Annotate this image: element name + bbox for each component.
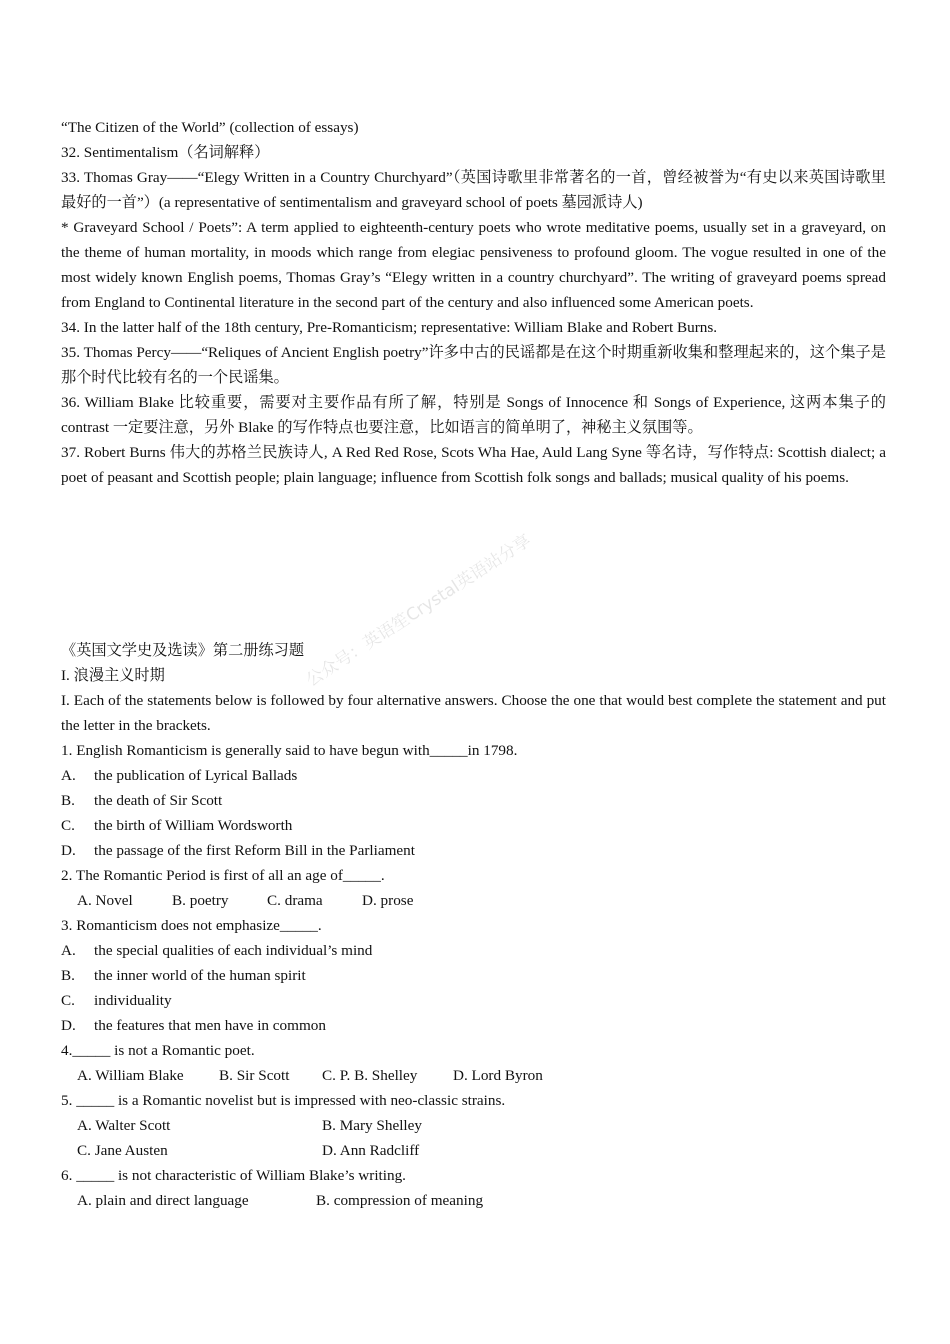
item-36: 36. William Blake 比较重要，需要对主要作品有所了解，特别是 Songs of Innocence 和 Songs of Experience, 这两本集子的 contrast 一定要注意，另外 Blake 的写作特点也要注意，比如语言的简单明了，神秘主义氛围等。 [61,394,886,436]
question-3: 3. Romanticism does not emphasize_____. [61,917,322,934]
q2-option-a: A. Novel [77,892,133,909]
q6-option-a: A. plain and direct language [77,1192,249,1209]
q1-option-a: A. the publication of Lyrical Ballads [61,767,298,784]
question-2: 2. The Romantic Period is first of all an age of_____. [61,867,385,884]
notes-block [61,115,886,490]
q2-option-d: D. prose [362,892,414,909]
question-5: 5. _____ is a Romantic novelist but is impressed with neo-classic strains. [61,1092,506,1109]
citizen-of-world-line: “The Citizen of the World” (collection of essays) [61,119,359,136]
exercise-block [61,638,886,1213]
q4-option-a: A. William Blake [77,1067,184,1084]
q2-options [61,888,886,913]
item-37: 37. Robert Burns 伟大的苏格兰民族诗人, A Red Red Rose, Scots Wha Hae, Auld Lang Syne 等名诗，写作特点: Scottish dialect; a poet of peasant and Scottish people; plain language; influence from Scottish folk songs and ballads; musical quality of his poems. [61,444,886,486]
q3-option-b: B. the inner world of the human spirit [61,967,306,984]
q4-option-c: C. P. B. Shelley [322,1067,418,1084]
q5-option-b: B. Mary Shelley [322,1117,422,1134]
watermark: 公众号：英语笙Crystal英语站分享 [302,530,535,691]
item-34: 34. In the latter half of the 18th century, Pre-Romanticism; representative: William Blake and Robert Burns. [61,319,718,336]
q5-option-a: A. Walter Scott [77,1117,171,1134]
q4-option-b: B. Sir Scott [219,1067,290,1084]
q4-option-d: D. Lord Byron [453,1067,543,1084]
question-1: 1. English Romanticism is generally said to have begun with_____in 1798. [61,742,518,759]
q6-option-b: B. compression of meaning [316,1192,484,1209]
q2-option-c: C. drama [267,892,323,909]
item-33: 33. Thomas Gray——“Elegy Written in a Country Churchyard”（英国诗歌里非常著名的一首，曾经被誉为“有史以来英国诗歌里最好的一首”）(a representative of sentimentalism and graveyard school of poets 墓园派诗人) [61,169,886,211]
q3-option-a: A. the special qualities of each individual’s mind [61,942,373,959]
question-4: 4._____ is not a Romantic poet. [61,1042,255,1059]
q1-option-b: B. the death of Sir Scott [61,792,223,809]
period-heading: I. 浪漫主义时期 [61,667,165,684]
item-35: 35. Thomas Percy——“Reliques of Ancient English poetry”许多中古的民谣都是在这个时期重新收集和整理起来的，这个集子是那个时代比较有名的一个民谣集。 [61,344,886,386]
q1-option-c: C. the birth of William Wordsworth [61,817,293,834]
question-6: 6. _____ is not characteristic of William Blake’s writing. [61,1167,406,1184]
graveyard-school-definition: * Graveyard School / Poets”: A term applied to eighteenth-century poets who wrote meditative poems, usually set in a graveyard, on the theme of human mortality, in moods which range from elegiac pensiveness to profound gloom. The vogue resulted in one of the most widely known English poems, Thomas Gray’s “Elegy written in a country churchyard”. The writing of graveyard poems spread from England to Continental literature in the second part of the century and also influenced some American poets. [61,219,886,311]
q5-options-row1 [61,1113,886,1138]
section-title: 《英国文学史及选读》第二册练习题 [61,642,304,659]
instructions: I. Each of the statements below is followed by four alternative answers. Choose the one that would best complete the statement and put the letter in the brackets. [61,692,886,734]
item-32: 32. Sentimentalism（名词解释） [61,144,270,161]
q5-option-d: D. Ann Radcliff [322,1142,420,1159]
q2-option-b: B. poetry [172,892,229,909]
q1-option-d: D. the passage of the first Reform Bill in the Parliament [61,842,415,859]
q5-option-c: C. Jane Austen [77,1142,168,1159]
q3-option-d: D. the features that men have in common [61,1017,326,1034]
q3-option-c: C. individuality [61,992,172,1009]
q5-options-row2 [61,1138,886,1163]
q6-options [61,1188,886,1213]
q4-options [61,1063,886,1088]
